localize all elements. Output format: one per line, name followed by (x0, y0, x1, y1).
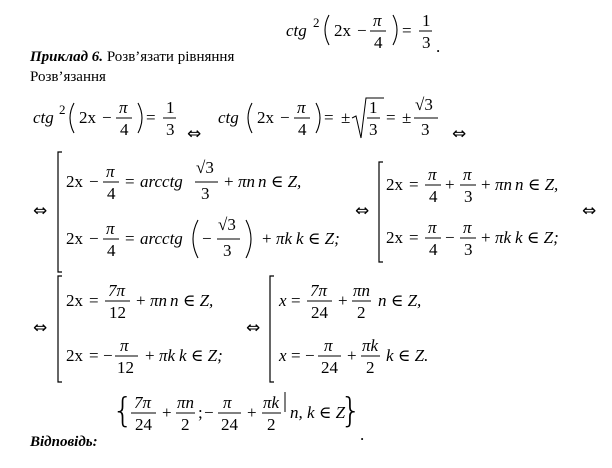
svg-text:4: 4 (120, 120, 129, 139)
svg-text:π: π (223, 393, 232, 412)
svg-text:=: = (386, 108, 396, 127)
svg-text:−: − (89, 229, 99, 248)
svg-text:⇔: ⇔ (33, 318, 48, 338)
svg-text:−: − (89, 172, 99, 191)
svg-text:=: = (291, 291, 301, 310)
svg-text:k ∈ Z;: k ∈ Z; (515, 228, 559, 247)
svg-text:2x: 2x (66, 229, 83, 248)
svg-text:πn: πn (353, 281, 371, 300)
answer-label: Відповідь: (30, 434, 98, 450)
svg-text:12: 12 (109, 303, 126, 322)
left-brace: { (112, 391, 134, 431)
svg-text:±: ± (341, 108, 351, 127)
svg-text:2x: 2x (79, 108, 96, 127)
svg-text:=: = (409, 175, 419, 194)
svg-text:24: 24 (321, 358, 338, 377)
svg-text:πn: πn (150, 291, 168, 310)
svg-text:7π: 7π (134, 393, 152, 412)
svg-text:24: 24 (311, 303, 328, 322)
svg-text:k ∈ Z;: k ∈ Z; (296, 229, 340, 248)
svg-text:πk: πk (276, 229, 293, 248)
svg-text:=: = (89, 346, 99, 365)
svg-text:±: ± (402, 108, 412, 127)
equation-row-2 (33, 152, 596, 272)
svg-text:=: = (89, 291, 99, 310)
svg-text:ctg: ctg (218, 108, 239, 127)
svg-text:π: π (324, 336, 333, 355)
svg-text:=: = (125, 172, 135, 191)
svg-text:+: + (481, 228, 491, 247)
svg-text:πn: πn (238, 172, 256, 191)
svg-text:−: − (280, 108, 290, 127)
svg-text:π: π (106, 162, 115, 181)
svg-text:+: + (481, 175, 491, 194)
example-task: Розв’язати рівняння (106, 49, 235, 65)
svg-text:⇔: ⇔ (187, 124, 202, 144)
svg-text:2x: 2x (334, 21, 351, 40)
svg-text:⇔: ⇔ (246, 318, 261, 338)
svg-text:√3: √3 (415, 95, 433, 114)
svg-text:√3: √3 (218, 215, 236, 234)
svg-text:−: − (103, 346, 113, 365)
svg-text:=: = (125, 229, 135, 248)
svg-text:2x: 2x (386, 228, 403, 247)
svg-text:πn: πn (495, 175, 513, 194)
svg-text:x: x (279, 346, 287, 365)
svg-text:1: 1 (166, 98, 175, 117)
svg-text:7π: 7π (310, 281, 328, 300)
svg-text:π: π (120, 336, 129, 355)
svg-text:2x: 2x (257, 108, 274, 127)
svg-text:.: . (360, 425, 365, 444)
svg-text:πn: πn (177, 393, 195, 412)
svg-text:πk: πk (263, 393, 280, 412)
svg-text:=: = (402, 21, 412, 40)
svg-text:−: − (204, 403, 214, 422)
svg-text:π: π (428, 165, 437, 184)
svg-text:4: 4 (298, 120, 307, 139)
svg-text:⇔: ⇔ (355, 201, 370, 221)
svg-text:ctg: ctg (33, 108, 54, 127)
svg-text:−: − (102, 108, 112, 127)
svg-text:12: 12 (117, 358, 134, 377)
svg-text:n ∈ Z,: n ∈ Z, (515, 175, 559, 194)
svg-text:+: + (347, 346, 357, 365)
svg-text:πk: πk (159, 346, 176, 365)
svg-text:π: π (106, 219, 115, 238)
svg-text:π: π (297, 98, 306, 117)
svg-text:+: + (145, 346, 155, 365)
task-equation (286, 11, 440, 56)
svg-text:2x: 2x (66, 291, 83, 310)
svg-text:3: 3 (223, 241, 232, 260)
svg-text:n, k ∈ Z: n, k ∈ Z (290, 403, 346, 422)
svg-text:=: = (291, 346, 301, 365)
svg-text:=: = (409, 228, 419, 247)
svg-text:√3: √3 (196, 158, 214, 177)
svg-text:arcctg: arcctg (140, 229, 183, 248)
svg-text:2: 2 (59, 102, 66, 117)
svg-text:3: 3 (201, 184, 210, 203)
svg-text:24: 24 (135, 415, 152, 434)
svg-text:⇔: ⇔ (452, 124, 467, 144)
svg-text:+: + (224, 172, 234, 191)
svg-text:n ∈ Z,: n ∈ Z, (170, 291, 214, 310)
svg-text:−: − (445, 228, 455, 247)
svg-text:3: 3 (369, 120, 378, 139)
svg-text:2: 2 (267, 415, 276, 434)
svg-text:+: + (247, 403, 257, 422)
svg-text:πk: πk (362, 336, 379, 355)
svg-text:−: − (202, 229, 212, 248)
svg-text:2x: 2x (66, 172, 83, 191)
svg-text:k ∈ Z.: k ∈ Z. (386, 346, 429, 365)
svg-text:2: 2 (181, 415, 190, 434)
svg-text:x: x (279, 291, 287, 310)
svg-text:2x: 2x (66, 346, 83, 365)
svg-text:4: 4 (374, 33, 383, 52)
svg-text:7π: 7π (108, 281, 126, 300)
svg-text:4: 4 (429, 187, 438, 206)
svg-text:n ∈ Z,: n ∈ Z, (258, 172, 302, 191)
svg-text:4: 4 (107, 241, 116, 260)
svg-text:2x: 2x (386, 175, 403, 194)
svg-text:=: = (146, 108, 156, 127)
svg-text:3: 3 (421, 120, 430, 139)
right-brace: } (340, 391, 362, 431)
svg-text:4: 4 (107, 184, 116, 203)
svg-text:arcctg: arcctg (140, 172, 183, 191)
svg-text:π: π (463, 165, 472, 184)
equation-row-3 (33, 276, 428, 382)
svg-text:3: 3 (422, 33, 431, 52)
svg-text:4: 4 (429, 240, 438, 259)
svg-text:3: 3 (464, 187, 473, 206)
svg-text:=: = (324, 108, 334, 127)
example-title: Приклад 6. (30, 49, 104, 65)
svg-text:1: 1 (422, 11, 431, 30)
svg-text:k ∈ Z;: k ∈ Z; (179, 346, 223, 365)
svg-text:+: + (136, 291, 146, 310)
svg-text:π: π (463, 218, 472, 237)
svg-text:+: + (162, 403, 172, 422)
svg-text:.: . (436, 37, 441, 56)
svg-text:ctg: ctg (286, 21, 307, 40)
answer-set (112, 391, 364, 444)
svg-text:⇔: ⇔ (33, 201, 48, 221)
svg-text:2: 2 (357, 303, 366, 322)
svg-text:3: 3 (464, 240, 473, 259)
svg-text:π: π (373, 11, 382, 30)
svg-text:24: 24 (221, 415, 238, 434)
svg-text:2: 2 (313, 15, 320, 30)
svg-text:+: + (445, 175, 455, 194)
svg-text:1: 1 (369, 98, 378, 117)
svg-text:2: 2 (366, 358, 375, 377)
svg-text:+: + (262, 229, 272, 248)
svg-text:;: ; (198, 403, 203, 422)
svg-text:π: π (119, 98, 128, 117)
solution-label: Розв’язання (30, 69, 106, 85)
svg-text:π: π (428, 218, 437, 237)
svg-text:+: + (338, 291, 348, 310)
svg-text:⇔: ⇔ (582, 201, 597, 221)
svg-text:πk: πk (495, 228, 512, 247)
equation-row-1 (33, 95, 466, 144)
svg-text:−: − (357, 21, 367, 40)
svg-text:−: − (305, 346, 315, 365)
svg-text:n ∈ Z,: n ∈ Z, (378, 291, 422, 310)
svg-text:3: 3 (166, 120, 175, 139)
